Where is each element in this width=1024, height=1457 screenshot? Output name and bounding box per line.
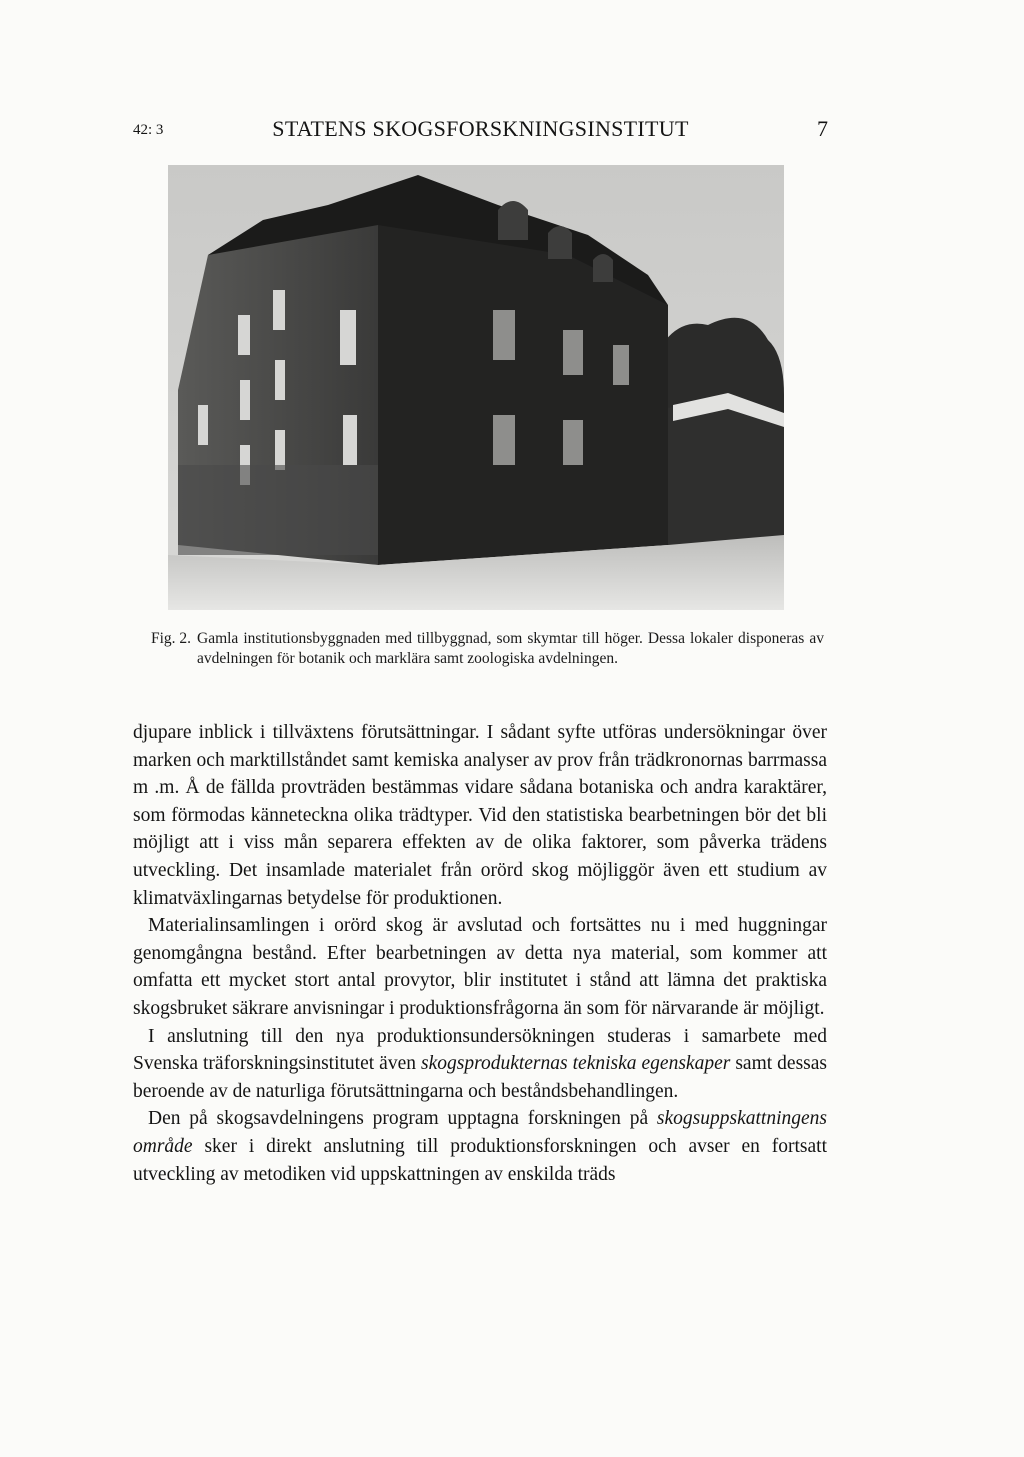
paragraph-text: Den på skogsavdelningens program upptagna forskningen på [148, 1108, 657, 1130]
paragraph: djupare inblick i tillväxtens förutsättningar. I sådant syfte utföras undersökningar över marken och marktillståndet samt kemiska analyser av prov från trädkronornas barrmassa m .m. Å de fällda provträden bestämmas vidare sådana botaniska och andra karaktärer, som förmodas känneteckna olika trädtyper. Vid den statistiska bearbetningen bör det bli möjligt att i viss mån separera effekten av de olika faktorer, som påverka trädens utveckling. Det insamlade materialet från orörd skog möjliggör även ett studium av klimatväxlingarnas betydelse för produktionen. [133, 722, 827, 909]
figure-label: Fig. 2. [151, 630, 192, 647]
paragraph-text: sker i direkt anslutning till produktionsforskningen och avser en fortsatt utveckling av metodiken vid uppskattningen av enskilda träds [133, 1135, 827, 1185]
issue-number: 42: 3 [133, 122, 164, 138]
paragraph [133, 1105, 827, 1188]
figure-caption-text: Gamla institutionsbyggnaden med tillbyggnad, som skymtar till höger. Dessa lokaler disponeras av avdelningen för botanik och marklära samt zoologiska avdelningen. [197, 630, 824, 667]
page-number: 7 [817, 116, 828, 141]
paragraph-emphasis: skogsprodukternas tekniska egenskaper [421, 1053, 731, 1075]
running-header [133, 116, 828, 152]
body-text [133, 719, 827, 1188]
paragraph-text: samt dessas beroende av de naturliga förutsättningarna och beståndsbehandlingen. [133, 1053, 828, 1102]
paragraph: Materialinsamlingen i orörd skog är avslutad och fortsättes nu i med huggningar genomgångna bestånd. Efter bearbetningen av detta nya material, som kommer att omfatta ett mycket stort antal provytor, blir institutet i stånd att lämna det praktiska skogsbruket säkrare anvisningar i produktionsfrågorna än som för närvarande är möjligt. [133, 915, 827, 1019]
paragraph [133, 1023, 827, 1106]
paragraph-emphasis: skogsuppskattningens område [133, 1108, 827, 1157]
paragraph-text: I anslutning till den nya produktionsundersökningen studeras i samarbete med Svenska träforskningsinstitutet även [133, 1025, 827, 1075]
journal-title: STATENS SKOGSFORSKNINGSINSTITUT [272, 116, 689, 141]
building-photo-drawing [168, 165, 784, 610]
building-photo [168, 165, 784, 610]
